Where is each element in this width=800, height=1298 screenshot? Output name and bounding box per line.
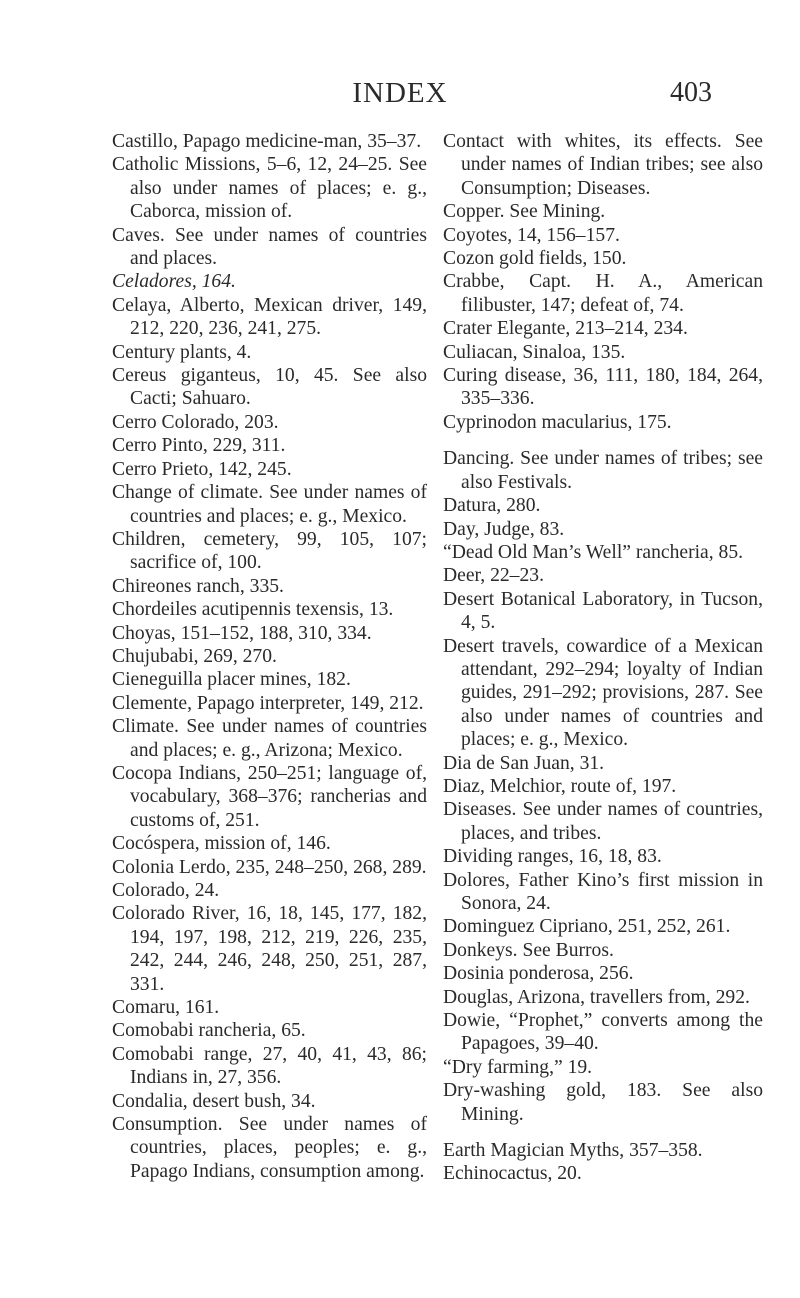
index-entry: Colorado River, 16, 18, 145, 177, 182, 194, 197, 198, 212, 219, 226, 235, 242, 244, 246, 248, 250, 251, 287, 331. bbox=[112, 903, 427, 995]
index-entry: Comobabi rancheria, 65. bbox=[112, 1020, 306, 1042]
index-entry: Dancing. See under names of tribes; see also Festivals. bbox=[443, 448, 763, 493]
index-entry: Celaya, Alberto, Mexican driver, 149, 212, 220, 236, 241, 275. bbox=[112, 294, 427, 340]
index-entry: Cerro Pinto, 229, 311. bbox=[112, 435, 286, 457]
index-entry: Cerro Prieto, 142, 245. bbox=[112, 458, 292, 480]
index-entry: “Dead Old Man’s Well” rancheria, 85. bbox=[443, 541, 744, 563]
index-entry: Choyas, 151–152, 188, 310, 334. bbox=[112, 622, 372, 644]
section-gap bbox=[443, 434, 763, 447]
page-header bbox=[0, 77, 800, 111]
index-entry: Day, Judge, 83. bbox=[443, 518, 565, 540]
index-entry: Cocopa Indians, 250–251; language of, vocabulary, 368–376; rancherias and customs of, 251. bbox=[112, 762, 427, 831]
index-entry: Dominguez Cipriano, 251, 252, 261. bbox=[443, 916, 731, 938]
index-entry: Clemente, Papago interpreter, 149, 212. bbox=[112, 692, 424, 714]
index-entry: Douglas, Arizona, travellers from, 292. bbox=[443, 986, 750, 1008]
index-entry: Echinocactus, 20. bbox=[443, 1163, 582, 1185]
index-entry: Colorado, 24. bbox=[112, 880, 220, 901]
index-entry: Diseases. See under names of countries, places, and tribes. bbox=[443, 799, 763, 844]
index-entry: Cieneguilla placer mines, 182. bbox=[112, 669, 351, 691]
index-entry: Desert travels, cowardice of a Mexican attendant, 292–294; loyalty of Indian guides, 291–292; provisions, 287. See also under names of countries and places; e. g., Mexico. bbox=[443, 635, 763, 751]
index-column-right bbox=[443, 130, 763, 1186]
index-entry: Dividing ranges, 16, 18, 83. bbox=[443, 846, 662, 868]
index-column-left bbox=[112, 130, 427, 1183]
index-entry: Crater Elegante, 213–214, 234. bbox=[443, 318, 688, 340]
index-entry: Coyotes, 14, 156–157. bbox=[443, 224, 620, 246]
index-entry: Donkeys. See Burros. bbox=[443, 939, 614, 961]
index-entry: Century plants, 4. bbox=[112, 341, 252, 363]
index-entry: Colonia Lerdo, 235, 248–250, 268, 289. bbox=[112, 856, 427, 878]
index-entry: Cerro Colorado, 203. bbox=[112, 411, 279, 433]
index-entry: Cereus giganteus, 10, 45. See also Cacti; Sahuaro. bbox=[112, 365, 427, 410]
index-entry: Crabbe, Capt. H. A., American filibuster, 147; defeat of, 74. bbox=[443, 271, 763, 316]
index-entry: Chireones ranch, 335. bbox=[112, 575, 284, 597]
index-entry: Castillo, Papago medicine-man, 35–37. bbox=[112, 131, 422, 152]
index-entry: Cozon gold fields, 150. bbox=[443, 248, 627, 270]
index-entry: Comobabi range, 27, 40, 41, 43, 86; Indians in, 27, 356. bbox=[112, 1043, 427, 1089]
index-entry: Contact with whites, its effects. See under names of Indian tribes; see also Consumption; Diseases. bbox=[443, 131, 763, 199]
index-entry: Caves. See under names of countries and places. bbox=[112, 224, 427, 270]
index-entry: Consumption. See under names of countries, places, peoples; e. g., Papago Indians, consumption among. bbox=[112, 1114, 427, 1182]
index-entry: Cyprinodon macularius, 175. bbox=[443, 411, 672, 433]
index-entry: Earth Magician Myths, 357–358. bbox=[443, 1140, 703, 1162]
index-entry: Celadores, 164. bbox=[112, 271, 236, 293]
index-entry: Dolores, Father Kino’s first mission in Sonora, 24. bbox=[443, 869, 763, 914]
index-entry: Dowie, “Prophet,” converts among the Papagoes, 39–40. bbox=[443, 1010, 763, 1055]
index-entry: Desert Botanical Laboratory, in Tucson, 4, 5. bbox=[443, 588, 763, 634]
running-head: INDEX bbox=[352, 77, 448, 109]
index-entry: Condalia, desert bush, 34. bbox=[112, 1090, 316, 1112]
index-entry: “Dry farming,” 19. bbox=[443, 1056, 593, 1078]
index-entry: Dia de San Juan, 31. bbox=[443, 752, 605, 774]
index-entry: Diaz, Melchior, route of, 197. bbox=[443, 775, 677, 797]
index-entry: Children, cemetery, 99, 105, 107; sacrifice of, 100. bbox=[112, 528, 427, 574]
index-entry: Datura, 280. bbox=[443, 495, 541, 517]
section-gap bbox=[443, 1126, 763, 1139]
index-entry: Curing disease, 36, 111, 180, 184, 264, 335–336. bbox=[443, 365, 763, 410]
index-entry: Climate. See under names of countries and places; e. g., Arizona; Mexico. bbox=[112, 716, 427, 761]
index-entry: Deer, 22–23. bbox=[443, 565, 544, 587]
index-entry: Chordeiles acutipennis texensis, 13. bbox=[112, 599, 394, 621]
index-entry: Culiacan, Sinaloa, 135. bbox=[443, 341, 626, 363]
index-entry: Chujubabi, 269, 270. bbox=[112, 645, 277, 667]
index-entry: Dosinia ponderosa, 256. bbox=[443, 963, 634, 985]
index-entry: Cocóspera, mission of, 146. bbox=[112, 833, 331, 855]
index-entry: Dry-washing gold, 183. See also Mining. bbox=[443, 1080, 763, 1125]
index-entry: Comaru, 161. bbox=[112, 997, 220, 1019]
page-number: 403 bbox=[670, 77, 712, 108]
index-entry: Change of climate. See under names of countries and places; e. g., Mexico. bbox=[112, 482, 427, 527]
index-entry: Copper. See Mining. bbox=[443, 201, 606, 223]
index-entry: Catholic Missions, 5–6, 12, 24–25. See also under names of places; e. g., Caborca, mission of. bbox=[112, 154, 427, 223]
